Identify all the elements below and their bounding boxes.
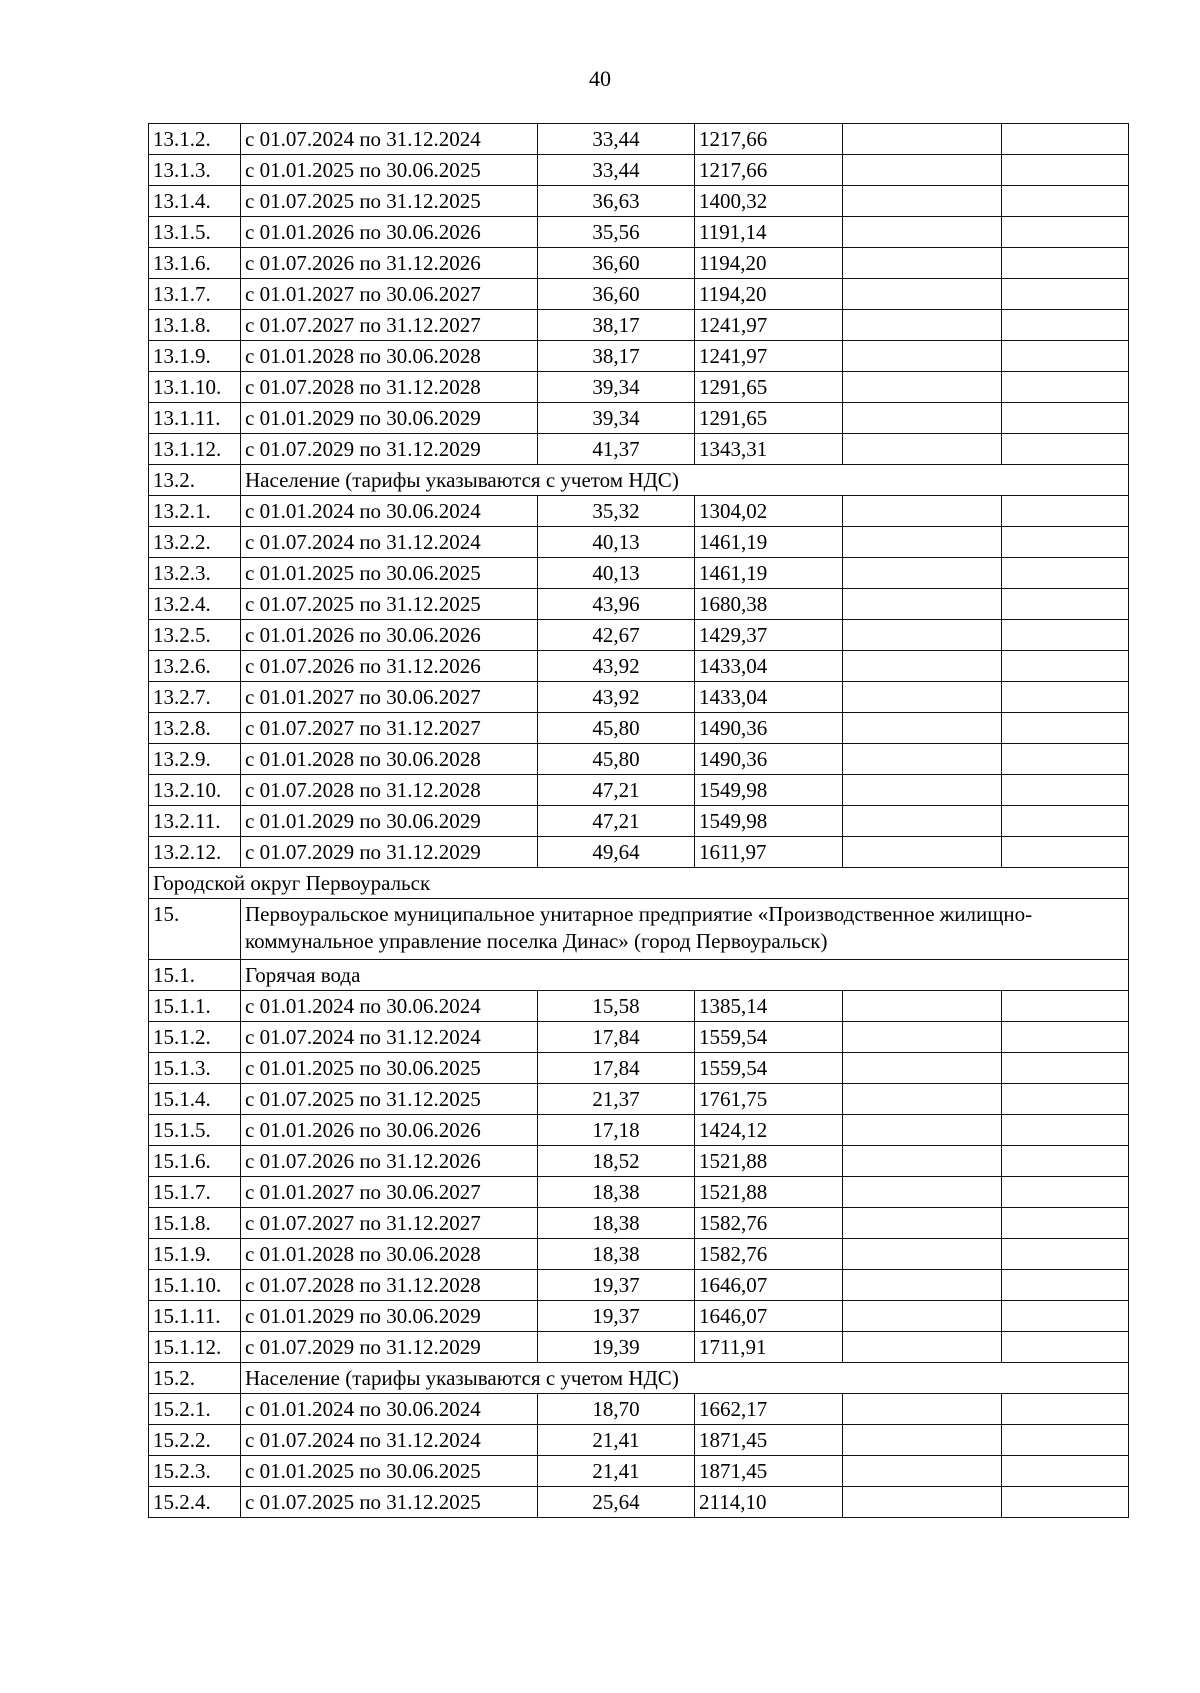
tariff-row [149, 1115, 1129, 1146]
row-number: 13.1.12. [149, 434, 241, 465]
empty-cell [843, 1208, 1002, 1239]
row-period: с 01.07.2025 по 31.12.2025 [241, 589, 538, 620]
rate-value-2: 1304,02 [695, 496, 843, 527]
rate-value-1: 41,37 [538, 434, 695, 465]
tariff-row [149, 155, 1129, 186]
empty-cell [1002, 1301, 1129, 1332]
row-period: с 01.07.2028 по 31.12.2028 [241, 1270, 538, 1301]
rate-value-2: 1582,76 [695, 1239, 843, 1270]
tariff-row [149, 1394, 1129, 1425]
rate-value-2: 1680,38 [695, 589, 843, 620]
row-number: 13.2.8. [149, 713, 241, 744]
empty-cell [843, 1456, 1002, 1487]
empty-cell [843, 527, 1002, 558]
rate-value-2: 1582,76 [695, 1208, 843, 1239]
row-number: 15.1.5. [149, 1115, 241, 1146]
tariff-row [149, 620, 1129, 651]
tariff-row [149, 1084, 1129, 1115]
empty-cell [1002, 1115, 1129, 1146]
rate-value-2: 1662,17 [695, 1394, 843, 1425]
row-period: с 01.01.2027 по 30.06.2027 [241, 682, 538, 713]
tariff-table [148, 123, 1129, 1518]
row-period: с 01.01.2029 по 30.06.2029 [241, 1301, 538, 1332]
row-number: 13.2.4. [149, 589, 241, 620]
row-number: 13.2.12. [149, 837, 241, 868]
tariff-row [149, 806, 1129, 837]
empty-cell [1002, 991, 1129, 1022]
rate-value-1: 49,64 [538, 837, 695, 868]
tariff-row [149, 1425, 1129, 1456]
empty-cell [1002, 186, 1129, 217]
rate-value-1: 25,64 [538, 1487, 695, 1518]
empty-cell [1002, 651, 1129, 682]
empty-cell [1002, 806, 1129, 837]
page-number: 40 [589, 66, 611, 91]
tariff-row [149, 1332, 1129, 1363]
rate-value-1: 35,32 [538, 496, 695, 527]
row-number: 13.1.2. [149, 124, 241, 155]
rate-value-2: 1343,31 [695, 434, 843, 465]
row-period: с 01.01.2026 по 30.06.2026 [241, 1115, 538, 1146]
row-period: с 01.07.2025 по 31.12.2025 [241, 1487, 538, 1518]
empty-cell [843, 651, 1002, 682]
rate-value-2: 1549,98 [695, 775, 843, 806]
empty-cell [843, 1053, 1002, 1084]
empty-cell [843, 496, 1002, 527]
row-number: 13.2.7. [149, 682, 241, 713]
rate-value-2: 1611,97 [695, 837, 843, 868]
row-period: с 01.01.2025 по 30.06.2025 [241, 558, 538, 589]
rate-value-1: 36,63 [538, 186, 695, 217]
row-number: 13.1.8. [149, 310, 241, 341]
row-number: 13.1.4. [149, 186, 241, 217]
tariff-row [149, 991, 1129, 1022]
tariff-row [149, 434, 1129, 465]
tariff-row [149, 124, 1129, 155]
tariff-row [149, 341, 1129, 372]
empty-cell [1002, 1208, 1129, 1239]
tariff-row [149, 837, 1129, 868]
rate-value-1: 15,58 [538, 991, 695, 1022]
rate-value-2: 1241,97 [695, 310, 843, 341]
row-number: 13.1.11. [149, 403, 241, 434]
empty-cell [843, 806, 1002, 837]
rate-value-1: 42,67 [538, 620, 695, 651]
empty-cell [1002, 1084, 1129, 1115]
row-period: с 01.01.2029 по 30.06.2029 [241, 403, 538, 434]
rate-value-1: 43,92 [538, 651, 695, 682]
empty-cell [843, 1270, 1002, 1301]
tariff-row [149, 744, 1129, 775]
rate-value-2: 1191,14 [695, 217, 843, 248]
empty-cell [1002, 682, 1129, 713]
tariff-row [149, 279, 1129, 310]
empty-cell [1002, 1332, 1129, 1363]
rate-value-1: 38,17 [538, 310, 695, 341]
rate-value-1: 33,44 [538, 124, 695, 155]
empty-cell [843, 1487, 1002, 1518]
empty-cell [843, 620, 1002, 651]
row-number: 15.1.8. [149, 1208, 241, 1239]
rate-value-2: 1217,66 [695, 155, 843, 186]
rate-value-2: 1385,14 [695, 991, 843, 1022]
rate-value-2: 1646,07 [695, 1270, 843, 1301]
rate-value-1: 21,37 [538, 1084, 695, 1115]
section-row [149, 960, 1129, 991]
rate-value-1: 43,96 [538, 589, 695, 620]
rate-value-1: 36,60 [538, 279, 695, 310]
rate-value-2: 1194,20 [695, 248, 843, 279]
rate-value-1: 39,34 [538, 372, 695, 403]
row-period: с 01.01.2028 по 30.06.2028 [241, 341, 538, 372]
empty-cell [1002, 217, 1129, 248]
empty-cell [843, 403, 1002, 434]
rate-value-1: 17,84 [538, 1022, 695, 1053]
row-period: с 01.07.2027 по 31.12.2027 [241, 713, 538, 744]
rate-value-1: 19,39 [538, 1332, 695, 1363]
rate-value-2: 1871,45 [695, 1456, 843, 1487]
empty-cell [843, 713, 1002, 744]
row-number: 15.2.1. [149, 1394, 241, 1425]
row-number: 15.1.1. [149, 991, 241, 1022]
rate-value-2: 1291,65 [695, 372, 843, 403]
empty-cell [1002, 496, 1129, 527]
row-number: 13.2.3. [149, 558, 241, 589]
rate-value-2: 1549,98 [695, 806, 843, 837]
section-row [149, 465, 1129, 496]
empty-cell [1002, 1270, 1129, 1301]
row-number: 13.2.6. [149, 651, 241, 682]
row-period: с 01.07.2026 по 31.12.2026 [241, 1146, 538, 1177]
row-period: с 01.01.2024 по 30.06.2024 [241, 991, 538, 1022]
rate-value-2: 1871,45 [695, 1425, 843, 1456]
row-period: с 01.07.2024 по 31.12.2024 [241, 1425, 538, 1456]
tariff-row [149, 217, 1129, 248]
empty-cell [1002, 837, 1129, 868]
section-row [149, 1363, 1129, 1394]
tariff-row [149, 496, 1129, 527]
empty-cell [1002, 589, 1129, 620]
empty-cell [1002, 527, 1129, 558]
row-number: 13.1.6. [149, 248, 241, 279]
rate-value-2: 1521,88 [695, 1177, 843, 1208]
rate-value-1: 21,41 [538, 1425, 695, 1456]
rate-value-2: 1291,65 [695, 403, 843, 434]
rate-value-2: 1646,07 [695, 1301, 843, 1332]
empty-cell [1002, 775, 1129, 806]
row-number: 13.2.10. [149, 775, 241, 806]
row-period: с 01.01.2029 по 30.06.2029 [241, 806, 538, 837]
tariff-row [149, 1022, 1129, 1053]
row-number: 15.1.2. [149, 1022, 241, 1053]
rate-value-1: 39,34 [538, 403, 695, 434]
empty-cell [843, 1301, 1002, 1332]
empty-cell [843, 837, 1002, 868]
row-period: с 01.07.2025 по 31.12.2025 [241, 186, 538, 217]
tariff-row [149, 1177, 1129, 1208]
row-period: с 01.07.2024 по 31.12.2024 [241, 124, 538, 155]
rate-value-2: 1461,19 [695, 558, 843, 589]
empty-cell [843, 991, 1002, 1022]
empty-cell [843, 186, 1002, 217]
rate-value-1: 35,56 [538, 217, 695, 248]
tariff-table-body [149, 124, 1129, 1518]
tariff-row [149, 1456, 1129, 1487]
tariff-row [149, 1053, 1129, 1084]
row-number: 15.1.4. [149, 1084, 241, 1115]
rate-value-2: 1217,66 [695, 124, 843, 155]
empty-cell [843, 1115, 1002, 1146]
section-title: Население (тарифы указываются с учетом НДС) [241, 1363, 1129, 1394]
row-number: 15.1.7. [149, 1177, 241, 1208]
rate-value-2: 1490,36 [695, 713, 843, 744]
rate-value-2: 2114,10 [695, 1487, 843, 1518]
tariff-row [149, 372, 1129, 403]
empty-cell [1002, 372, 1129, 403]
rate-value-2: 1429,37 [695, 620, 843, 651]
rate-value-2: 1424,12 [695, 1115, 843, 1146]
row-number: 13.2.9. [149, 744, 241, 775]
tariff-row [149, 527, 1129, 558]
rate-value-1: 40,13 [538, 527, 695, 558]
rate-value-1: 17,84 [538, 1053, 695, 1084]
tariff-row [149, 1487, 1129, 1518]
tariff-row [149, 1208, 1129, 1239]
empty-cell [843, 124, 1002, 155]
empty-cell [843, 310, 1002, 341]
row-number: 13.2.1. [149, 496, 241, 527]
tariff-row [149, 713, 1129, 744]
tariff-row [149, 1239, 1129, 1270]
empty-cell [1002, 124, 1129, 155]
tariff-row [149, 310, 1129, 341]
rate-value-2: 1559,54 [695, 1022, 843, 1053]
section-number: 15.1. [149, 960, 241, 991]
empty-cell [843, 1146, 1002, 1177]
row-number: 13.2.11. [149, 806, 241, 837]
row-period: с 01.07.2029 по 31.12.2029 [241, 434, 538, 465]
row-number: 15.1.3. [149, 1053, 241, 1084]
empty-cell [1002, 1022, 1129, 1053]
rate-value-2: 1400,32 [695, 186, 843, 217]
row-period: с 01.07.2028 по 31.12.2028 [241, 775, 538, 806]
rate-value-2: 1194,20 [695, 279, 843, 310]
empty-cell [843, 1177, 1002, 1208]
tariff-row [149, 589, 1129, 620]
rate-value-2: 1433,04 [695, 682, 843, 713]
empty-cell [843, 682, 1002, 713]
rate-value-2: 1490,36 [695, 744, 843, 775]
tariff-row [149, 651, 1129, 682]
row-period: с 01.07.2029 по 31.12.2029 [241, 1332, 538, 1363]
empty-cell [1002, 279, 1129, 310]
rate-value-1: 18,38 [538, 1177, 695, 1208]
rate-value-1: 17,18 [538, 1115, 695, 1146]
district-title: Городской округ Первоуральск [149, 868, 1129, 899]
organization-name: Первоуральское муниципальное унитарное предприятие «Производственное жилищно-коммунальное управление поселка Динас» (город Первоуральск) [241, 899, 1129, 960]
rate-value-1: 47,21 [538, 775, 695, 806]
empty-cell [1002, 1394, 1129, 1425]
rate-value-1: 18,70 [538, 1394, 695, 1425]
row-number: 15.1.10. [149, 1270, 241, 1301]
row-period: с 01.01.2027 по 30.06.2027 [241, 279, 538, 310]
row-number: 15.1.11. [149, 1301, 241, 1332]
rate-value-1: 19,37 [538, 1301, 695, 1332]
empty-cell [843, 217, 1002, 248]
rate-value-1: 33,44 [538, 155, 695, 186]
tariff-row [149, 682, 1129, 713]
row-period: с 01.01.2025 по 30.06.2025 [241, 155, 538, 186]
tariff-row [149, 1270, 1129, 1301]
empty-cell [1002, 310, 1129, 341]
row-period: с 01.01.2027 по 30.06.2027 [241, 1177, 538, 1208]
row-number: 13.1.3. [149, 155, 241, 186]
empty-cell [843, 341, 1002, 372]
section-number: 15.2. [149, 1363, 241, 1394]
section-number: 13.2. [149, 465, 241, 496]
empty-cell [1002, 403, 1129, 434]
empty-cell [843, 558, 1002, 589]
rate-value-1: 40,13 [538, 558, 695, 589]
tariff-row [149, 403, 1129, 434]
row-period: с 01.07.2026 по 31.12.2026 [241, 248, 538, 279]
row-number: 13.1.5. [149, 217, 241, 248]
empty-cell [843, 279, 1002, 310]
empty-cell [1002, 1425, 1129, 1456]
empty-cell [1002, 434, 1129, 465]
empty-cell [1002, 341, 1129, 372]
tariff-row [149, 1301, 1129, 1332]
empty-cell [843, 1022, 1002, 1053]
rate-value-1: 38,17 [538, 341, 695, 372]
row-period: с 01.07.2024 по 31.12.2024 [241, 527, 538, 558]
empty-cell [843, 1239, 1002, 1270]
empty-cell [843, 1425, 1002, 1456]
empty-cell [1002, 155, 1129, 186]
row-period: с 01.07.2027 по 31.12.2027 [241, 310, 538, 341]
empty-cell [843, 1084, 1002, 1115]
section-title: Горячая вода [241, 960, 1129, 991]
rate-value-2: 1241,97 [695, 341, 843, 372]
row-period: с 01.01.2028 по 30.06.2028 [241, 1239, 538, 1270]
rate-value-1: 21,41 [538, 1456, 695, 1487]
empty-cell [843, 744, 1002, 775]
empty-cell [1002, 620, 1129, 651]
row-number: 13.2.2. [149, 527, 241, 558]
rate-value-2: 1461,19 [695, 527, 843, 558]
rate-value-1: 18,38 [538, 1208, 695, 1239]
empty-cell [843, 248, 1002, 279]
empty-cell [1002, 1239, 1129, 1270]
tariff-row [149, 1146, 1129, 1177]
section-title: Население (тарифы указываются с учетом НДС) [241, 465, 1129, 496]
row-number: 15.1.12. [149, 1332, 241, 1363]
empty-cell [843, 775, 1002, 806]
row-number: 15.1.6. [149, 1146, 241, 1177]
rate-value-1: 45,80 [538, 713, 695, 744]
empty-cell [1002, 713, 1129, 744]
row-period: с 01.01.2028 по 30.06.2028 [241, 744, 538, 775]
empty-cell [843, 155, 1002, 186]
empty-cell [1002, 558, 1129, 589]
row-period: с 01.01.2024 по 30.06.2024 [241, 496, 538, 527]
rate-value-1: 36,60 [538, 248, 695, 279]
row-period: с 01.07.2025 по 31.12.2025 [241, 1084, 538, 1115]
tariff-row [149, 186, 1129, 217]
empty-cell [1002, 1146, 1129, 1177]
empty-cell [843, 372, 1002, 403]
rate-value-1: 45,80 [538, 744, 695, 775]
empty-cell [843, 1332, 1002, 1363]
empty-cell [1002, 248, 1129, 279]
row-period: с 01.07.2024 по 31.12.2024 [241, 1022, 538, 1053]
rate-value-1: 18,38 [538, 1239, 695, 1270]
empty-cell [843, 1394, 1002, 1425]
rate-value-2: 1559,54 [695, 1053, 843, 1084]
rate-value-2: 1761,75 [695, 1084, 843, 1115]
row-period: с 01.07.2026 по 31.12.2026 [241, 651, 538, 682]
row-period: с 01.01.2024 по 30.06.2024 [241, 1394, 538, 1425]
district-row [149, 868, 1129, 899]
row-period: с 01.01.2025 по 30.06.2025 [241, 1456, 538, 1487]
tariff-row [149, 558, 1129, 589]
empty-cell [843, 434, 1002, 465]
row-number: 15.2.3. [149, 1456, 241, 1487]
rate-value-1: 47,21 [538, 806, 695, 837]
empty-cell [1002, 1053, 1129, 1084]
organization-row [149, 899, 1129, 960]
rate-value-1: 18,52 [538, 1146, 695, 1177]
row-period: с 01.07.2028 по 31.12.2028 [241, 372, 538, 403]
row-period: с 01.07.2027 по 31.12.2027 [241, 1208, 538, 1239]
row-number: 15.2.4. [149, 1487, 241, 1518]
row-number: 15.2.2. [149, 1425, 241, 1456]
rate-value-1: 43,92 [538, 682, 695, 713]
rate-value-2: 1711,91 [695, 1332, 843, 1363]
row-number: 15.1.9. [149, 1239, 241, 1270]
row-number: 13.1.7. [149, 279, 241, 310]
empty-cell [1002, 1456, 1129, 1487]
tariff-row [149, 775, 1129, 806]
organization-number: 15. [149, 899, 241, 960]
rate-value-1: 19,37 [538, 1270, 695, 1301]
rate-value-2: 1521,88 [695, 1146, 843, 1177]
row-period: с 01.01.2026 по 30.06.2026 [241, 620, 538, 651]
tariff-row [149, 248, 1129, 279]
row-period: с 01.01.2025 по 30.06.2025 [241, 1053, 538, 1084]
row-period: с 01.01.2026 по 30.06.2026 [241, 217, 538, 248]
row-number: 13.2.5. [149, 620, 241, 651]
empty-cell [843, 589, 1002, 620]
rate-value-2: 1433,04 [695, 651, 843, 682]
row-number: 13.1.9. [149, 341, 241, 372]
row-period: с 01.07.2029 по 31.12.2029 [241, 837, 538, 868]
empty-cell [1002, 1177, 1129, 1208]
row-number: 13.1.10. [149, 372, 241, 403]
empty-cell [1002, 744, 1129, 775]
empty-cell [1002, 1487, 1129, 1518]
